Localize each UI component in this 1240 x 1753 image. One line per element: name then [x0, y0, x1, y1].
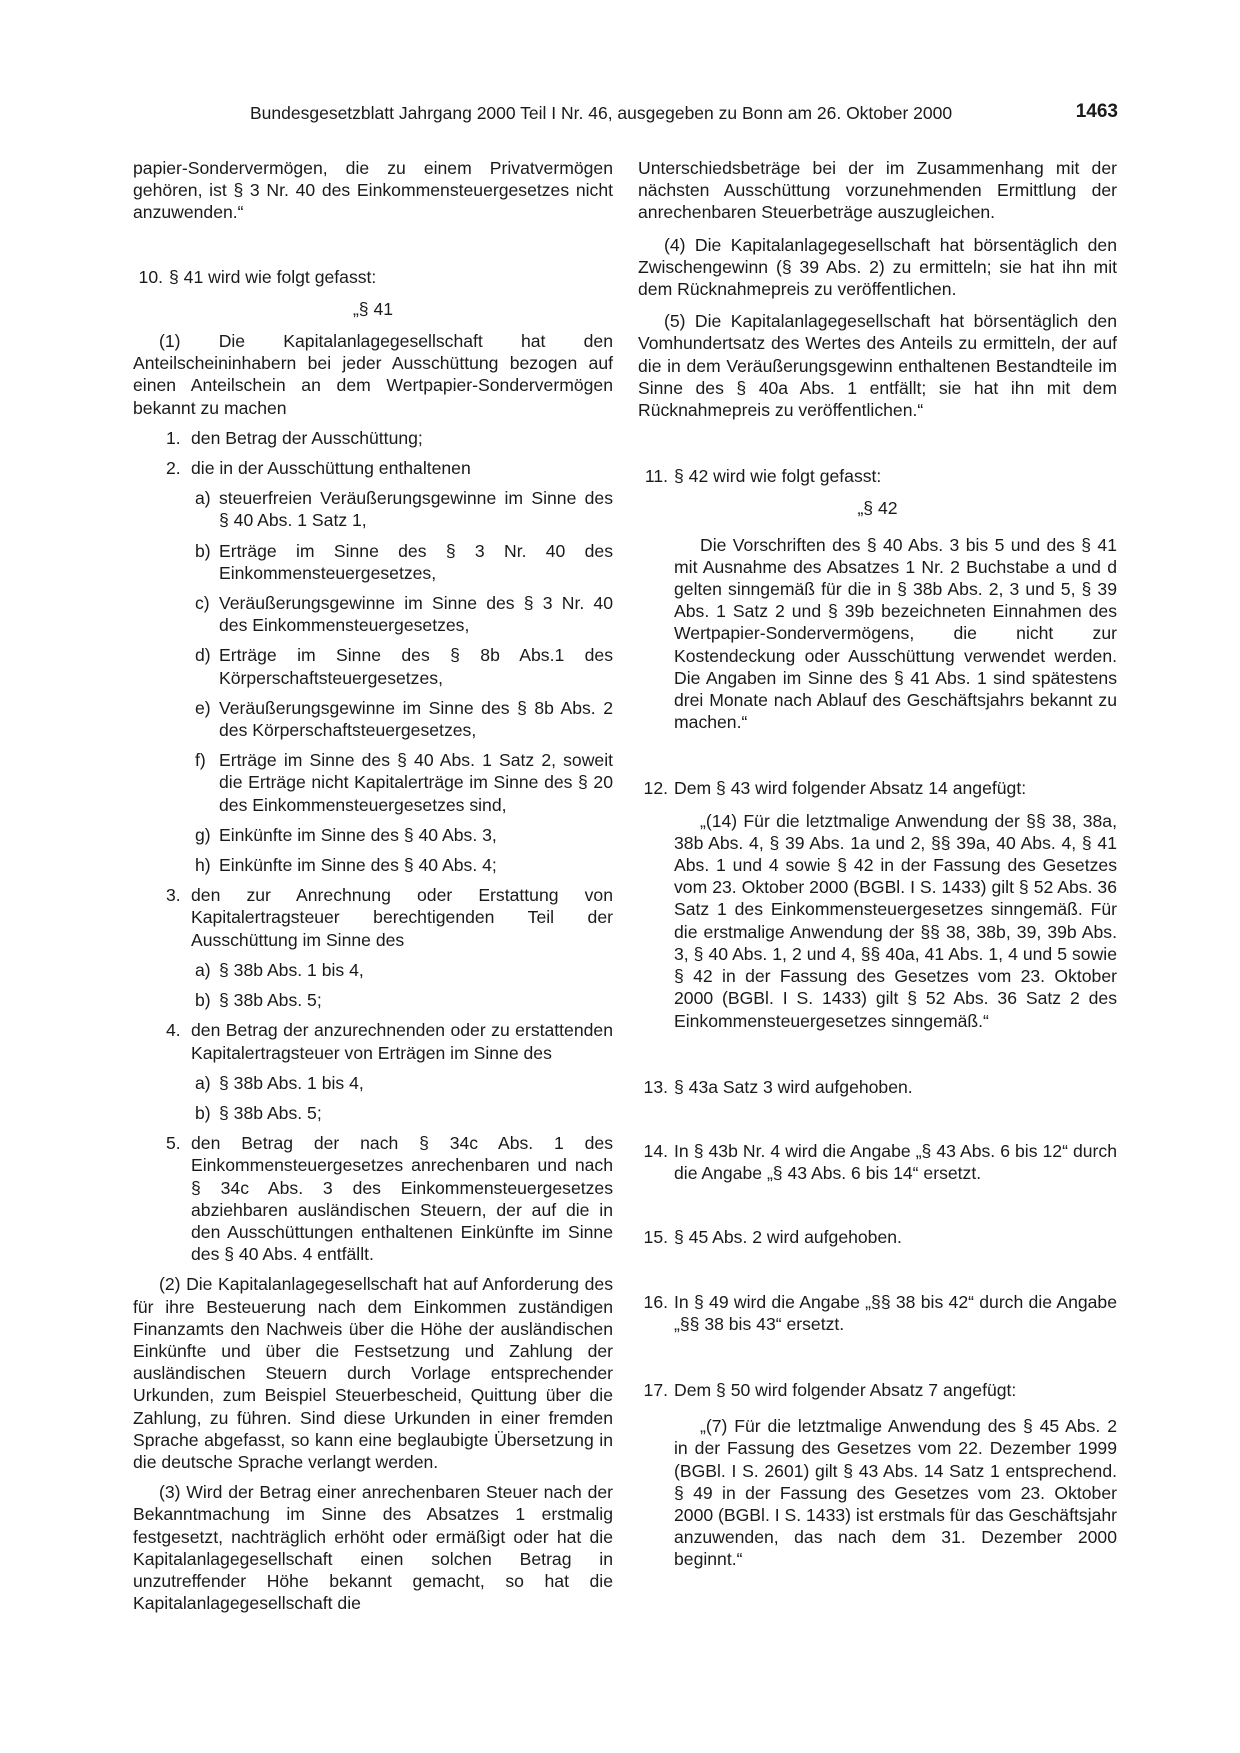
list-text: Erträge im Sinne des § 3 Nr. 40 des Einkommensteuergesetzes, [219, 540, 613, 583]
sublist-item-c [133, 592, 613, 636]
item-number: 16. [643, 1291, 668, 1312]
item-number: 10. [138, 266, 163, 287]
paragraph-4: (4) Die Kapitalanlagegesellschaft hat börsentäglich den Zwischengewinn (§ 39 Abs. 2) zu ermitteln; sie hat ihn mit dem Rücknahmepreis zu veröffentlichen. [638, 234, 1117, 300]
list-text: Veräußerungsgewinne im Sinne des § 8b Abs. 2 des Körperschaftsteuergesetzes, [219, 697, 613, 741]
sublist-item-b [133, 540, 613, 584]
list-text: Veräußerungsgewinne im Sinne des § 3 Nr. 40 des Einkommensteuergesetzes, [219, 593, 613, 636]
sublist-item-g [133, 824, 613, 846]
item-text: Dem § 50 wird folgender Absatz 7 angefügt: [674, 1379, 1017, 1400]
list-marker: a) [195, 488, 211, 509]
item-text: In § 49 wird die Angabe „§§ 38 bis 42“ durch die Angabe „§§ 38 bis 43“ ersetzt. [674, 1291, 1117, 1334]
list-item-4 [133, 1019, 613, 1063]
list-text: steuerfreien Veräußerungsgewinne im Sinne des § 40 Abs. 1 Satz 1, [219, 488, 613, 531]
list-marker: 2. [166, 458, 181, 479]
item-text: § 41 wird wie folgt gefasst: [169, 266, 377, 287]
item-number: 13. [643, 1076, 668, 1097]
item-number: 17. [643, 1379, 668, 1400]
page-number: 1463 [1075, 101, 1118, 122]
right-column [638, 157, 1117, 1571]
amendment-item-12 [638, 777, 1117, 799]
list-text: Einkünfte im Sinne des § 40 Abs. 3, [219, 824, 497, 845]
item-number: 12. [643, 778, 668, 799]
section-50-paragraph-7: „(7) Für die letztmalige Anwendung des § 45 Abs. 2 in der Fassung des Gesetzes vom 22. Dezember 1999 (BGBl. I S. 2601) gilt § 43 Abs. 14 Satz 1 entsprechend. § 49 in der Fassung des Gesetzes vom 23. Oktober 2000 (BGBl. I S. 1433) ist erstmals für das Geschäftsjahr anzuwenden, das nach dem 31. Dezember 2000 beginnt.“ [674, 1416, 1117, 1570]
list-text: die in der Ausschüttung enthaltenen [191, 458, 471, 479]
sublist-item-e [133, 697, 613, 741]
item-text: § 42 wird wie folgt gefasst: [674, 466, 882, 487]
list-text: den Betrag der nach § 34c Abs. 1 des Einkommensteuergesetzes anrechenbaren und nach § 34c Abs. 3 des Einkommensteuergesetzes abziehbaren ausländischen Steuern, der auf die in den Ausschüttungen enthaltenen Einkünfte im Sinne des § 40 Abs. 4 entfällt. [191, 1133, 613, 1265]
amendment-item-14 [638, 1140, 1117, 1184]
sublist-4-item-b [133, 1102, 613, 1124]
list-item-3 [133, 884, 613, 951]
list-text: den Betrag der anzurechnenden oder zu erstattenden Kapitalertragsteuer von Erträgen im Sinne des [191, 1020, 613, 1063]
intro-continuation: papier-Sondervermögen, die zu einem Privatvermögen gehören, ist § 3 Nr. 40 des Einkommensteuergesetzes nicht anzuwenden.“ [133, 158, 613, 223]
item-number: 14. [643, 1140, 668, 1161]
list-marker: 5. [166, 1133, 181, 1154]
list-marker: b) [195, 540, 211, 561]
list-text: Erträge im Sinne des § 40 Abs. 1 Satz 2, soweit die Erträge nicht Kapitalerträge im Sinne des § 20 des Einkommensteuergesetzes sind, [219, 750, 613, 815]
item-text: In § 43b Nr. 4 wird die Angabe „§ 43 Abs. 6 bis 12“ durch die Angabe „§ 43 Abs. 6 bis 14“ ersetzt. [674, 1140, 1117, 1184]
list-marker: a) [195, 959, 211, 980]
list-item-2 [133, 457, 613, 479]
amendment-item-16 [638, 1291, 1117, 1335]
sublist-item-f [133, 749, 613, 816]
running-header: Bundesgesetzblatt Jahrgang 2000 Teil I Nr. 46, ausgegeben zu Bonn am 26. Oktober 2000 [250, 103, 953, 123]
item-text: § 45 Abs. 2 wird aufgehoben. [674, 1227, 902, 1248]
left-column [133, 157, 613, 1614]
sublist-3-item-b [133, 989, 613, 1011]
list-marker: 1. [166, 427, 181, 448]
amendment-item-13 [638, 1076, 1117, 1098]
item-text: Dem § 43 wird folgender Absatz 14 angefügt: [674, 778, 1027, 799]
sublist-item-d [133, 644, 613, 688]
paragraph-3: (3) Wird der Betrag einer anrechenbaren Steuer nach der Bekanntmachung im Sinne des Absatzes 1 erstmalig festgesetzt, nachträglich erhöht oder ermäßigt oder hat die Kapitalanlagegesellschaft einen solchen Betrag in unzutreffender Höhe bekannt gemacht, so hat die Kapitalanlagegesellschaft die [133, 1482, 613, 1614]
list-marker: d) [195, 645, 211, 666]
item-text: § 43a Satz 3 wird aufgehoben. [674, 1076, 913, 1097]
list-text: den Betrag der Ausschüttung; [191, 427, 423, 448]
section-43-paragraph-14: „(14) Für die letztmalige Anwendung der §§ 38, 38a, 38b Abs. 4, § 39 Abs. 1a und 2, §§ 39a, 40 Abs. 4, § 41 Abs. 1 und 4 sowie § 42 in der Fassung des Gesetzes vom 23. Oktober 2000 (BGBl. I S. 1433) gilt § 52 Abs. 36 Satz 1 des Einkommensteuergesetzes sinngemäß. Für die erstmalige Anwendung der §§ 38, 38b, 39, 39b Abs. 3, § 40 Abs. 1, 2 und 4, §§ 40a, 41 Abs. 1, 4 und 5 sowie § 42 in der Fassung des Gesetzes vom 23. Oktober 2000 (BGBl. I S. 1433) gilt § 52 Abs. 36 Satz 2 des Einkommensteuergesetzes sinngemäß.“ [674, 810, 1117, 1031]
list-marker: c) [195, 593, 210, 614]
section-heading-42: „§ 42 [857, 498, 898, 519]
paragraph-1: (1) Die Kapitalanlagegesellschaft hat den Anteilscheininhabern bei jeder Ausschüttung bezogen auf einen Anteilschein an dem Wertpapier-Sondervermögen bekannt zu machen [133, 331, 613, 418]
sublist-item-a [133, 487, 613, 531]
item-number: 15. [643, 1227, 668, 1248]
list-marker: a) [195, 1072, 211, 1093]
list-text: Erträge im Sinne des § 8b Abs.1 des Körperschaftsteuergesetzes, [219, 645, 613, 688]
amendment-item-11 [638, 465, 1117, 487]
list-item-5 [133, 1132, 613, 1265]
amendment-item-10 [133, 266, 613, 288]
list-marker: 3. [166, 885, 181, 906]
paragraph-2: (2) Die Kapitalanlagegesellschaft hat auf Anforderung des für ihre Besteuerung nach dem Einkommen zuständigen Finanzamts den Nachweis über die Höhe der ausländischen Einkünfte und über die Festsetzung und Zahlung der ausländischen Steuern durch Vorlage entsprechender Urkunden, zum Beispiel Steuerbescheid, Quittung über die Zahlung, zu führen. Sind diese Urkunden in einer fremden Sprache abgefasst, so kann eine beglaubigte Übersetzung in die deutsche Sprache verlangt werden. [133, 1274, 613, 1472]
list-text: § 38b Abs. 5; [219, 990, 322, 1011]
item-number: 11. [644, 466, 668, 487]
list-marker: b) [195, 1102, 211, 1123]
list-marker: b) [195, 990, 211, 1011]
list-marker: h) [195, 855, 211, 876]
sublist-item-h [133, 854, 613, 876]
section-heading-41: „§ 41 [352, 298, 394, 319]
list-marker: e) [195, 697, 211, 718]
amendment-item-15 [638, 1226, 1117, 1248]
list-marker: g) [195, 824, 211, 845]
list-text: den zur Anrechnung oder Erstattung von Kapitalertragsteuer berechtigenden Teil der Ausschüttung im Sinne des [191, 885, 613, 950]
list-text: § 38b Abs. 1 bis 4, [219, 959, 364, 980]
sublist-4-item-a [133, 1072, 613, 1094]
paragraph-3-continuation: Unterschiedsbeträge bei der im Zusammenhang mit der nächsten Ausschüttung vorzunehmenden Ermittlung der anrechenbaren Steuerbeträge auszugleichen. [638, 158, 1117, 223]
list-marker: 4. [166, 1020, 181, 1041]
sublist-3-item-a [133, 959, 613, 981]
list-item-1 [133, 427, 613, 449]
list-text: Einkünfte im Sinne des § 40 Abs. 4; [219, 855, 497, 876]
paragraph-5: (5) Die Kapitalanlagegesellschaft hat börsentäglich den Vomhundertsatz des Wertes des Anteils zu ermitteln, der auf die in dem Veräußerungsgewinn enthaltenen Bestandteile im Sinne des § 40a Abs. 1 entfällt; sie hat ihn mit dem Rücknahmepreis zu veröffentlichen.“ [638, 311, 1117, 421]
list-text: § 38b Abs. 5; [219, 1102, 322, 1123]
list-text: § 38b Abs. 1 bis 4, [219, 1072, 364, 1093]
list-marker: f) [195, 750, 206, 771]
section-42-body: Die Vorschriften des § 40 Abs. 3 bis 5 und des § 41 mit Ausnahme des Absatzes 1 Nr. 2 Buchstabe a und d gelten sinngemäß für die in § 38b Abs. 2, 3 und 5, § 39 Abs. 1 Satz 2 und § 39b bezeichneten Einnahmen des Wertpapier-Sondervermögens, die nicht zur Kostendeckung oder Ausschüttung verwendet werden. Die Angaben im Sinne des § 41 Abs. 1 sind spätestens drei Monate nach Ablauf des Geschäftsjahrs bekannt zu machen.“ [674, 534, 1117, 733]
amendment-item-17 [638, 1379, 1117, 1401]
